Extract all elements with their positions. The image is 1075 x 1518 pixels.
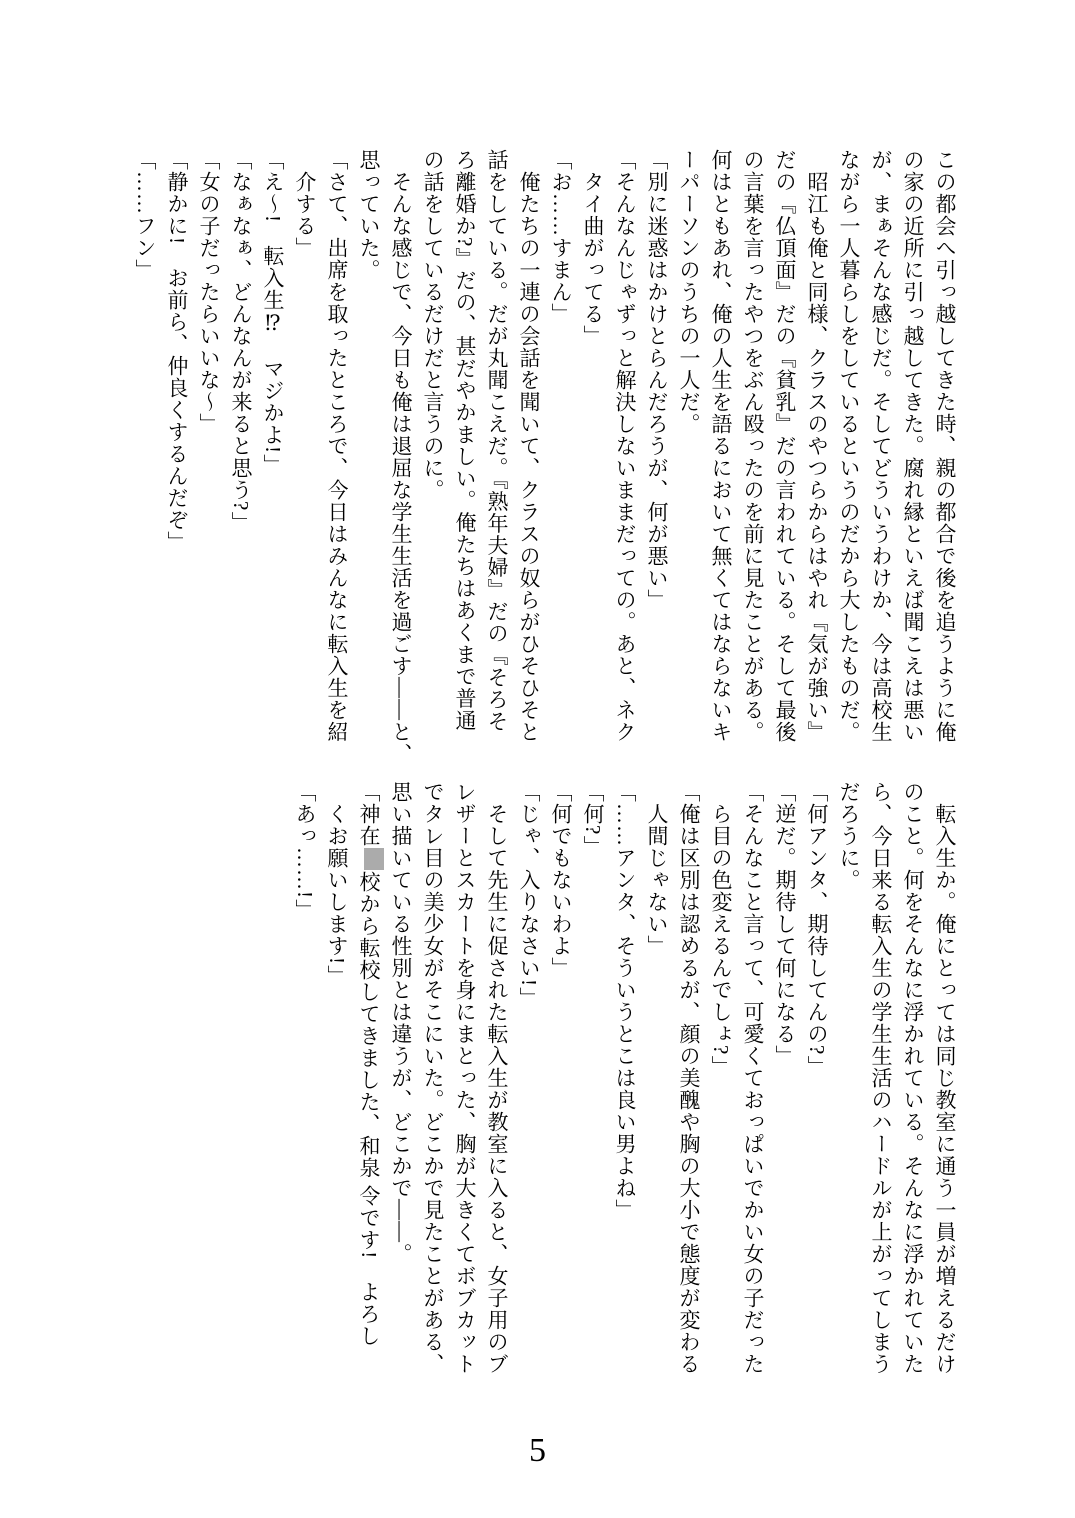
text-segment: 校から転校してきました、和泉 令です! よろし — [357, 871, 381, 1348]
text-column: のこと。何をそんなに浮かれている。そんなに浮かれていた — [901, 781, 925, 1375]
text-column: ながら一人暮らしをしているというのだから大したものだ。 — [837, 149, 861, 743]
text-column: だろうに。 — [837, 781, 861, 891]
text-column: が、まぁそんな感じだ。そしてどういうわけか、今は高校生 — [869, 149, 893, 743]
text-column: 人間じゃない」 — [645, 803, 669, 957]
text-column: 「何アンタ、期待してんの?」 — [805, 781, 829, 1078]
text-column: 「俺は区別は認めるが、顔の美醜や胸の大小で態度が変わる — [677, 781, 701, 1375]
text-column: ーパーソンのうちの一人だ。 — [677, 149, 701, 435]
text-column: 「……フン」 — [133, 149, 157, 281]
text-column: 「静かに! お前ら、仲良くするんだぞ」 — [165, 149, 189, 553]
text-column: の言葉を言ったやつをぶん殴ったのを前に見たことがある。 — [741, 149, 765, 743]
text-column: 何はともあれ、俺の人生を語るにおいて無くてはならないキ — [709, 149, 733, 743]
text-column: 「……アンタ、そういうとこは良い男よね」 — [613, 781, 637, 1221]
text-column: の話をしているだけだと言うのに。 — [421, 149, 445, 501]
text-column: ろ離婚か?』だの、甚だやかましい。俺たちはあくまで普通 — [453, 149, 477, 732]
text-column: 「何?」 — [581, 781, 605, 858]
text-column: 「じゃ、入りなさい!」 — [517, 781, 541, 1009]
text-column: 「さて、出席を取ったところで、今日はみんなに転入生を紹 — [325, 149, 349, 743]
text-column: 「なぁなぁ、どんなんが来ると思う?」 — [229, 149, 253, 534]
text-block-bottom — [289, 781, 961, 1415]
text-column: 「別に迷惑はかけとらんだろうが、何が悪い」 — [645, 149, 669, 611]
text-column — [353, 781, 385, 1415]
text-column: 「そんなんじゃずっと解決しないままだっての。あと、ネク — [613, 149, 637, 743]
text-segment: 「神在 — [357, 781, 381, 847]
redacted-box — [364, 848, 384, 870]
text-column: 昭江も俺と同様、クラスのやつらからはやれ『気が強い』 — [805, 171, 829, 743]
text-column: レザーとスカートを身にまとった、胸が大きくてボブカット — [453, 781, 477, 1375]
text-column: そして先生に促された転入生が教室に入ると、女子用のブ — [485, 803, 509, 1375]
text-column: そんな感じで、今日も俺は退屈な学生生活を過ごす――と、 — [389, 171, 413, 765]
text-column: でタレ目の美少女がそこにいた。どこかで見たことがある、 — [421, 781, 445, 1375]
text-column: 「え〜! 転入生⁉ マジかよ!」 — [261, 149, 285, 476]
text-column: タイ曲がってる」 — [581, 171, 605, 347]
page-number: 5 — [529, 1432, 546, 1469]
text-column: 「あっ……!」 — [293, 781, 317, 921]
text-column: の家の近所に引っ越してきた。腐れ縁といえば聞こえは悪い — [901, 149, 925, 743]
text-column: 「お……すまん」 — [549, 149, 573, 325]
text-column: 「何でもないわよ」 — [549, 781, 573, 979]
text-column: 「そんなこと言って、可愛くておっぱいでかい女の子だった — [741, 781, 765, 1375]
text-column: ら、今日来る転入生の学生生活のハードルが上がってしまう — [869, 781, 893, 1375]
text-column: 思い描いている性別とは違うが、どこかで――。 — [389, 781, 413, 1265]
text-column: 話をしている。だが丸聞こえだ。『熟年夫婦』だの『そろそ — [485, 149, 509, 733]
text-column: だの『仏頂面』だの『貧乳』だの言われている。そして最後 — [773, 149, 797, 743]
text-column: 「女の子だったらいいな〜」 — [197, 149, 221, 435]
text-column: 俺たちの一連の会話を聞いて、クラスの奴らがひそひそと — [517, 171, 541, 743]
text-column: この都会へ引っ越してきた時、親の都合で後を追うように俺 — [933, 149, 957, 743]
text-column: 「逆だ。期待して何になる」 — [773, 781, 797, 1067]
text-column: 介する」 — [293, 171, 317, 259]
text-column: くお願いします!」 — [325, 803, 349, 987]
text-column: ら目の色変えるんでしょ?」 — [709, 803, 733, 1078]
text-block-top — [129, 149, 961, 783]
text-column: 転入生か。俺にとっては同じ教室に通う一員が増えるだけ — [933, 803, 957, 1375]
text-column: 思っていた。 — [357, 149, 381, 281]
